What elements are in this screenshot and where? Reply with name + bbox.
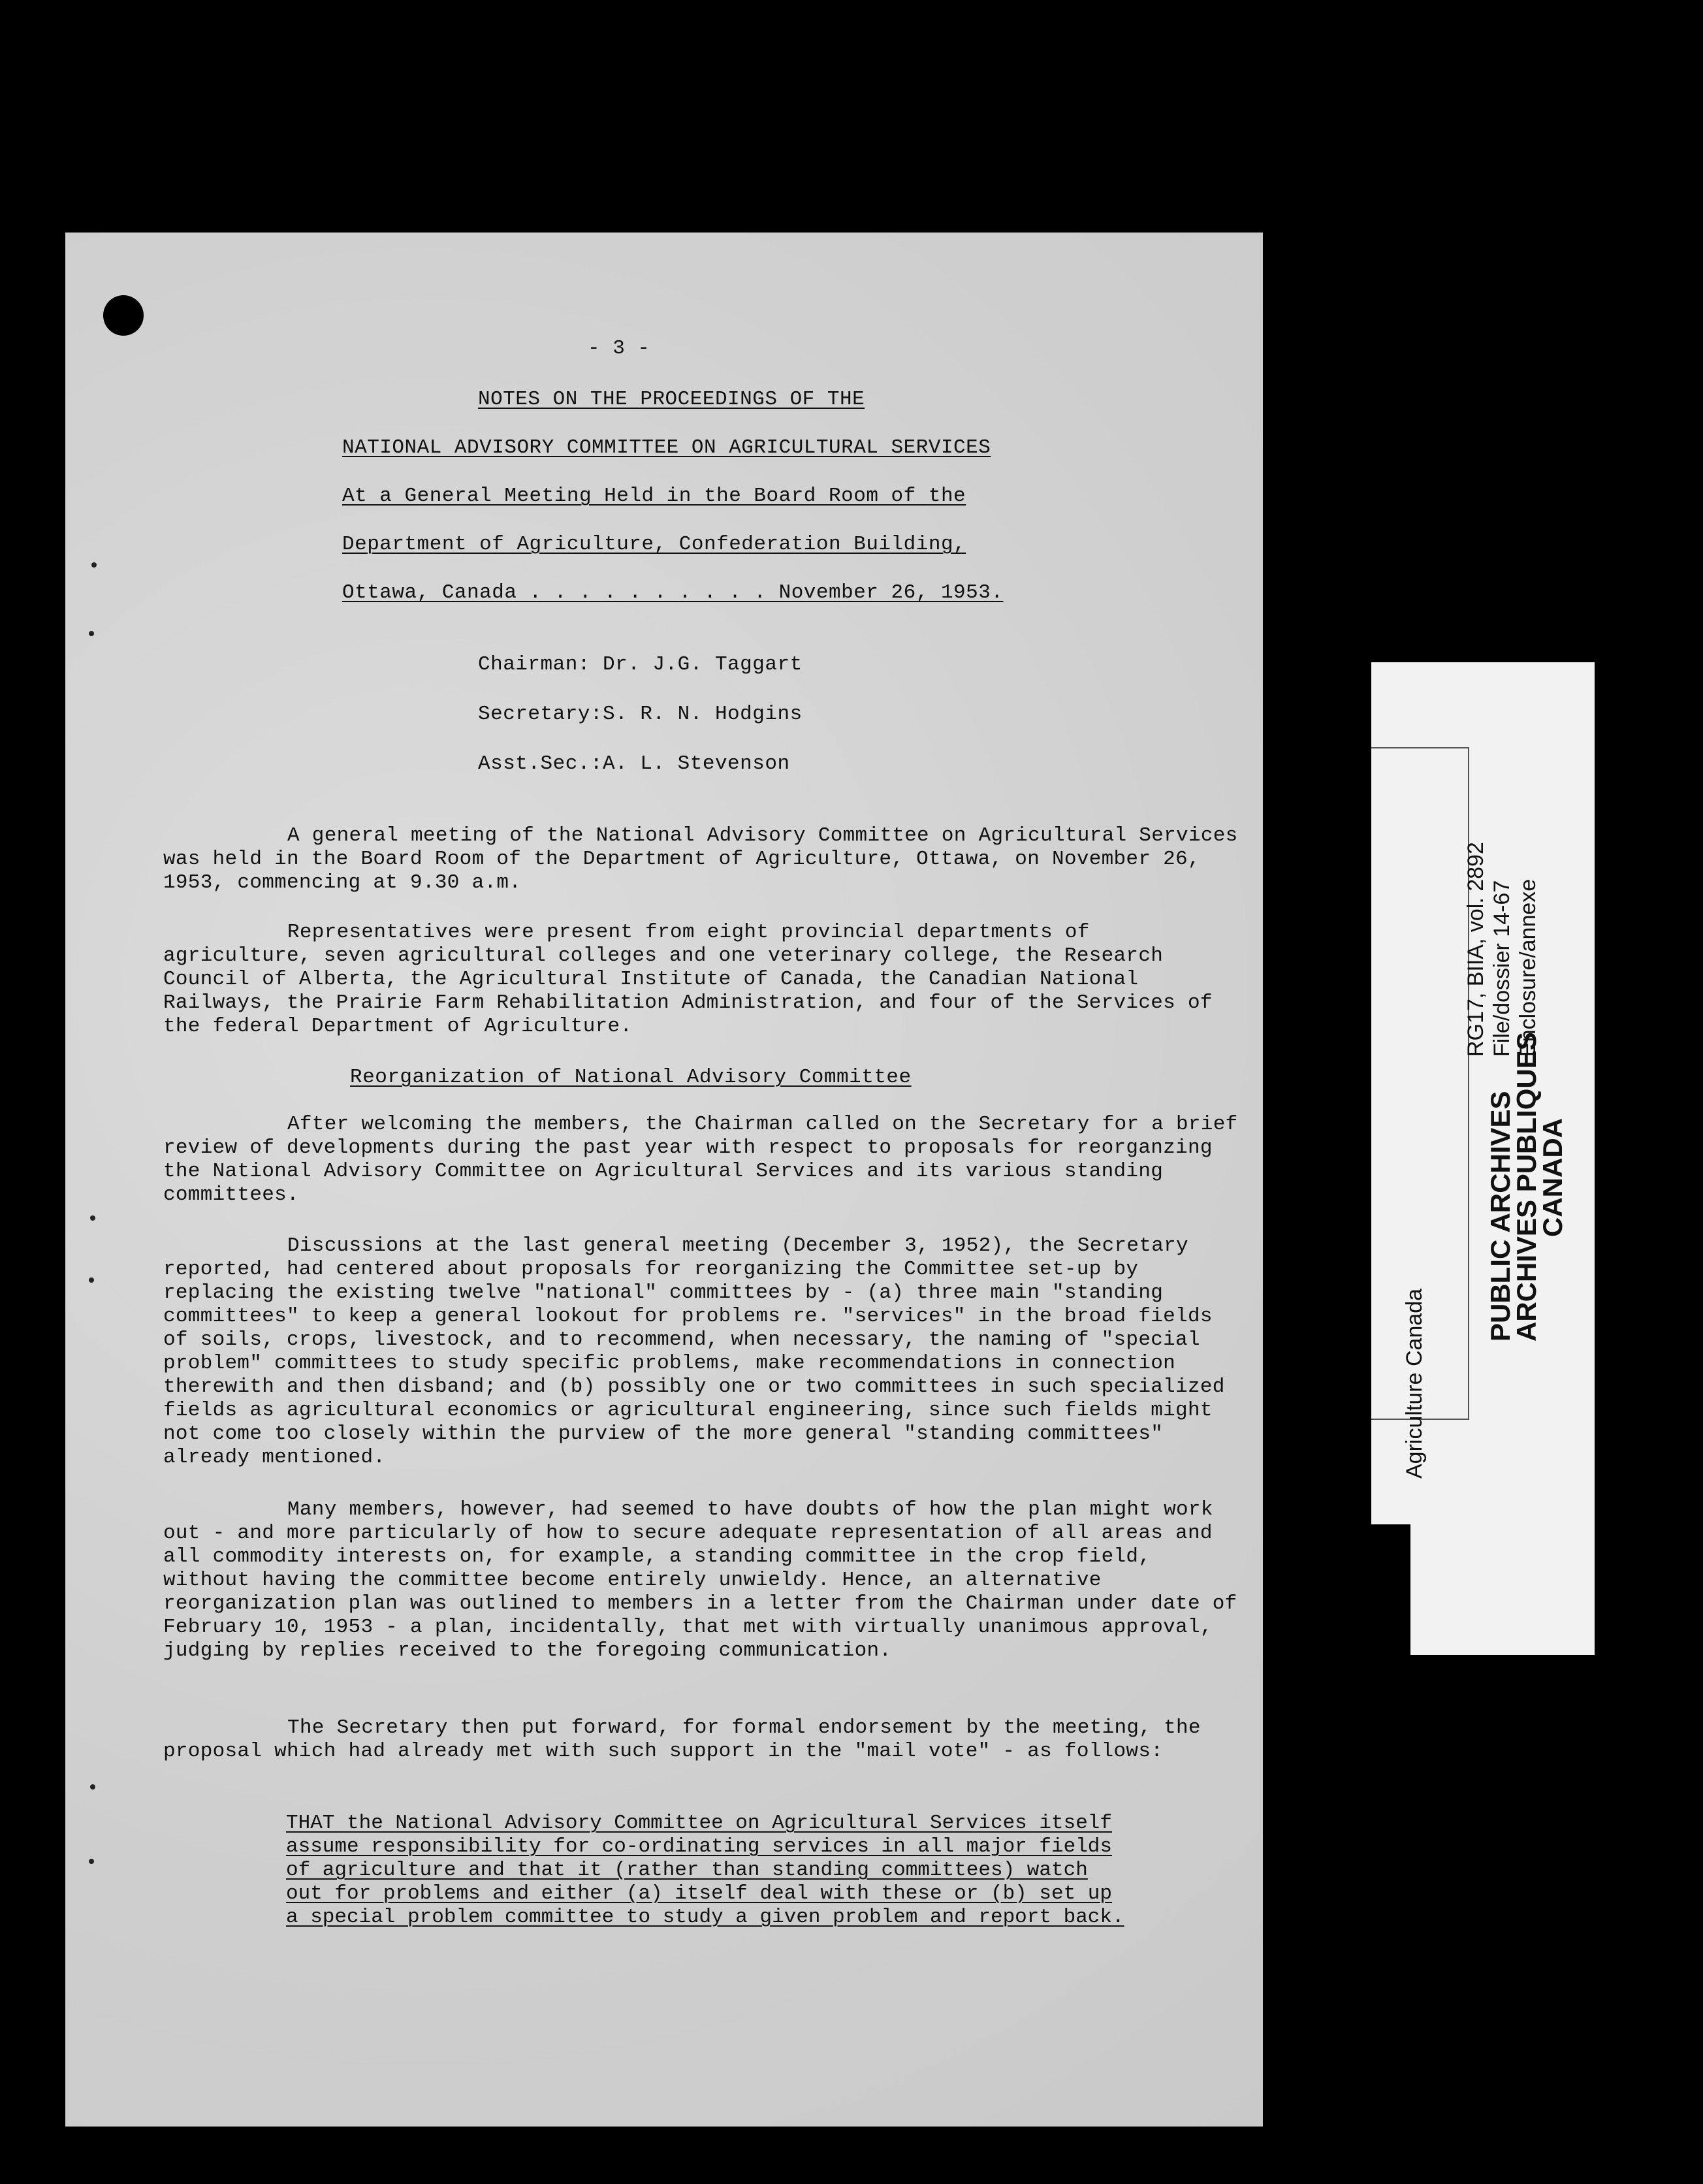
resolution-text: THAT the National Advisory Committee on Agricultural Services itself assume responsibility for co-ordinating services in all major fields of agriculture and that it (rather than standing committees) watch out for problems and either (a) itself deal with these or (b) set up a special problem committee to study a given problem and report back. xyxy=(286,1812,1124,1929)
archive-reference-2: File/dossier 14-67 xyxy=(1489,880,1514,1057)
paragraph-proposal: The Secretary then put forward, for formal endorsement by the meeting, the proposal which had already met with such support in the "mail vote" - as follows: xyxy=(163,1716,1201,1763)
page-number: - 3 - xyxy=(588,337,650,360)
margin-mark xyxy=(91,562,97,568)
margin-mark xyxy=(90,1215,95,1221)
archive-name-3: CANADA xyxy=(1537,1118,1568,1237)
margin-mark xyxy=(89,1859,94,1864)
paragraph-representatives: Representatives were present from eight provincial departments of agriculture, seven agricultural colleges and one veterinary college, the Research Council of Alberta, the Agricultural Institute of Canada, the Canadian National Railways, the Prairie Farm Rehabilitation Administration, and four of the Services of the federal Department of Agriculture. xyxy=(163,921,1213,1038)
archive-reference-3: Enclosure/annexe xyxy=(1516,878,1540,1057)
margin-mark xyxy=(89,631,94,636)
document-page xyxy=(65,233,1263,2127)
title-line-1: NOTES ON THE PROCEEDINGS OF THE xyxy=(478,388,865,411)
chairman-line: Chairman: Dr. J.G. Taggart xyxy=(478,653,803,676)
margin-mark xyxy=(89,1277,94,1283)
archive-reference-1: RG17, BIIA, vol. 2892 xyxy=(1463,842,1488,1057)
secretary-line: Secretary:S. R. N. Hodgins xyxy=(478,703,803,726)
paragraph-doubts: Many members, however, had seemed to have doubts of how the plan might work out - and more particularly of how to secure adequate representation of all areas and all commodity interests on, for example, a standing committee in the crop field, without having the committee become entirely unwieldy. Hence, an alternative reorganization plan was outlined to members in a letter from the Chairman under date of February 10, 1953 - a plan, incidentally, that met with virtually unanimous approval, judging by replies received to the foregoing communication. xyxy=(163,1498,1237,1662)
punch-hole xyxy=(103,295,144,336)
archive-tab xyxy=(1371,662,1595,1655)
archive-name-2: ARCHIVES PUBLIQUES xyxy=(1511,1032,1542,1341)
archive-name-1: PUBLIC ARCHIVES xyxy=(1485,1091,1516,1341)
paragraph-welcome: After welcoming the members, the Chairman called on the Secretary for a brief review of developments during the past year with respect to proposals for reorganzing the National Advisory Committee on Agricultural Services and its various standing committees. xyxy=(163,1113,1238,1206)
margin-mark xyxy=(90,1784,95,1790)
archive-department: Agriculture Canada xyxy=(1402,1288,1427,1479)
title-line-2: NATIONAL ADVISORY COMMITTEE ON AGRICULTURAL SERVICES xyxy=(342,436,991,459)
title-line-4: Department of Agriculture, Confederation Building, xyxy=(342,533,966,556)
section-heading: Reorganization of National Advisory Committee xyxy=(350,1066,912,1089)
title-line-3: At a General Meeting Held in the Board Room of the xyxy=(342,485,966,507)
title-line-5: Ottawa, Canada . . . . . . . . . . November 26, 1953. xyxy=(342,581,1004,604)
paragraph-meeting: A general meeting of the National Advisory Committee on Agricultural Services was held in the Board Room of the Department of Agriculture, Ottawa, on November 26, 1953, commencing at 9.30 a.m. xyxy=(163,824,1238,894)
archive-tab-notch xyxy=(1410,1524,1595,1655)
asst-secretary-line: Asst.Sec.:A. L. Stevenson xyxy=(478,752,790,775)
paragraph-discussions: Discussions at the last general meeting (December 3, 1952), the Secretary reported, had centered about proposals for reorganizing the Committee set-up by replacing the existing twelve "national" committees by - (a) three main "standing committees" to keep a general lookout for problems re. "services" in the broad fields of soils, crops, livestock, and to recommend, when necessary, the naming of "special problem" committees to study specific problems, make recommendations in connection therewith and then disband; and (b) possibly one or two committees in such specialized fields as agricultural economics or agricultural engineering, since such fields might not come too closely within the purview of the more general "standing committees" already mentioned. xyxy=(163,1234,1225,1469)
